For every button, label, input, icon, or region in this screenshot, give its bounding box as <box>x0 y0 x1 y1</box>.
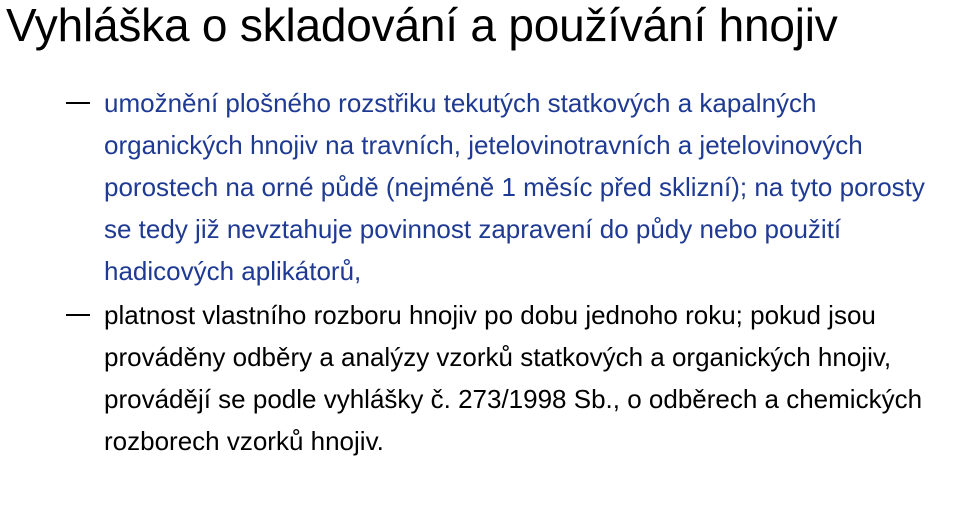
slide-title: Vyhláška o skladování a používání hnojiv <box>6 0 838 51</box>
dash-bullet-icon <box>66 314 90 316</box>
bullet-item <box>0 294 954 462</box>
bullet-text: umožnění plošného rozstřiku tekutých statkových a kapalných organických hnojiv na travních, jetelovinotravních a jetelovinových porostech na orné půdě (nejméně 1 měsíc před sklizní); na tyto porosty se tedy již nevztahuje povinnost zapravení do půdy nebo použití hadicových aplikátorů, <box>104 88 925 286</box>
bullet-text: platnost vlastního rozboru hnojiv po dobu jednoho roku; pokud jsou prováděny odběry a analýzy vzorků statkových a organických hnojiv, provádějí se podle vyhlášky č. 273/1998 Sb., o odběrech a chemických rozborech vzorků hnojiv. <box>104 300 923 456</box>
bullet-list <box>0 82 960 462</box>
dash-bullet-icon <box>66 102 90 104</box>
bullet-item <box>0 82 954 292</box>
